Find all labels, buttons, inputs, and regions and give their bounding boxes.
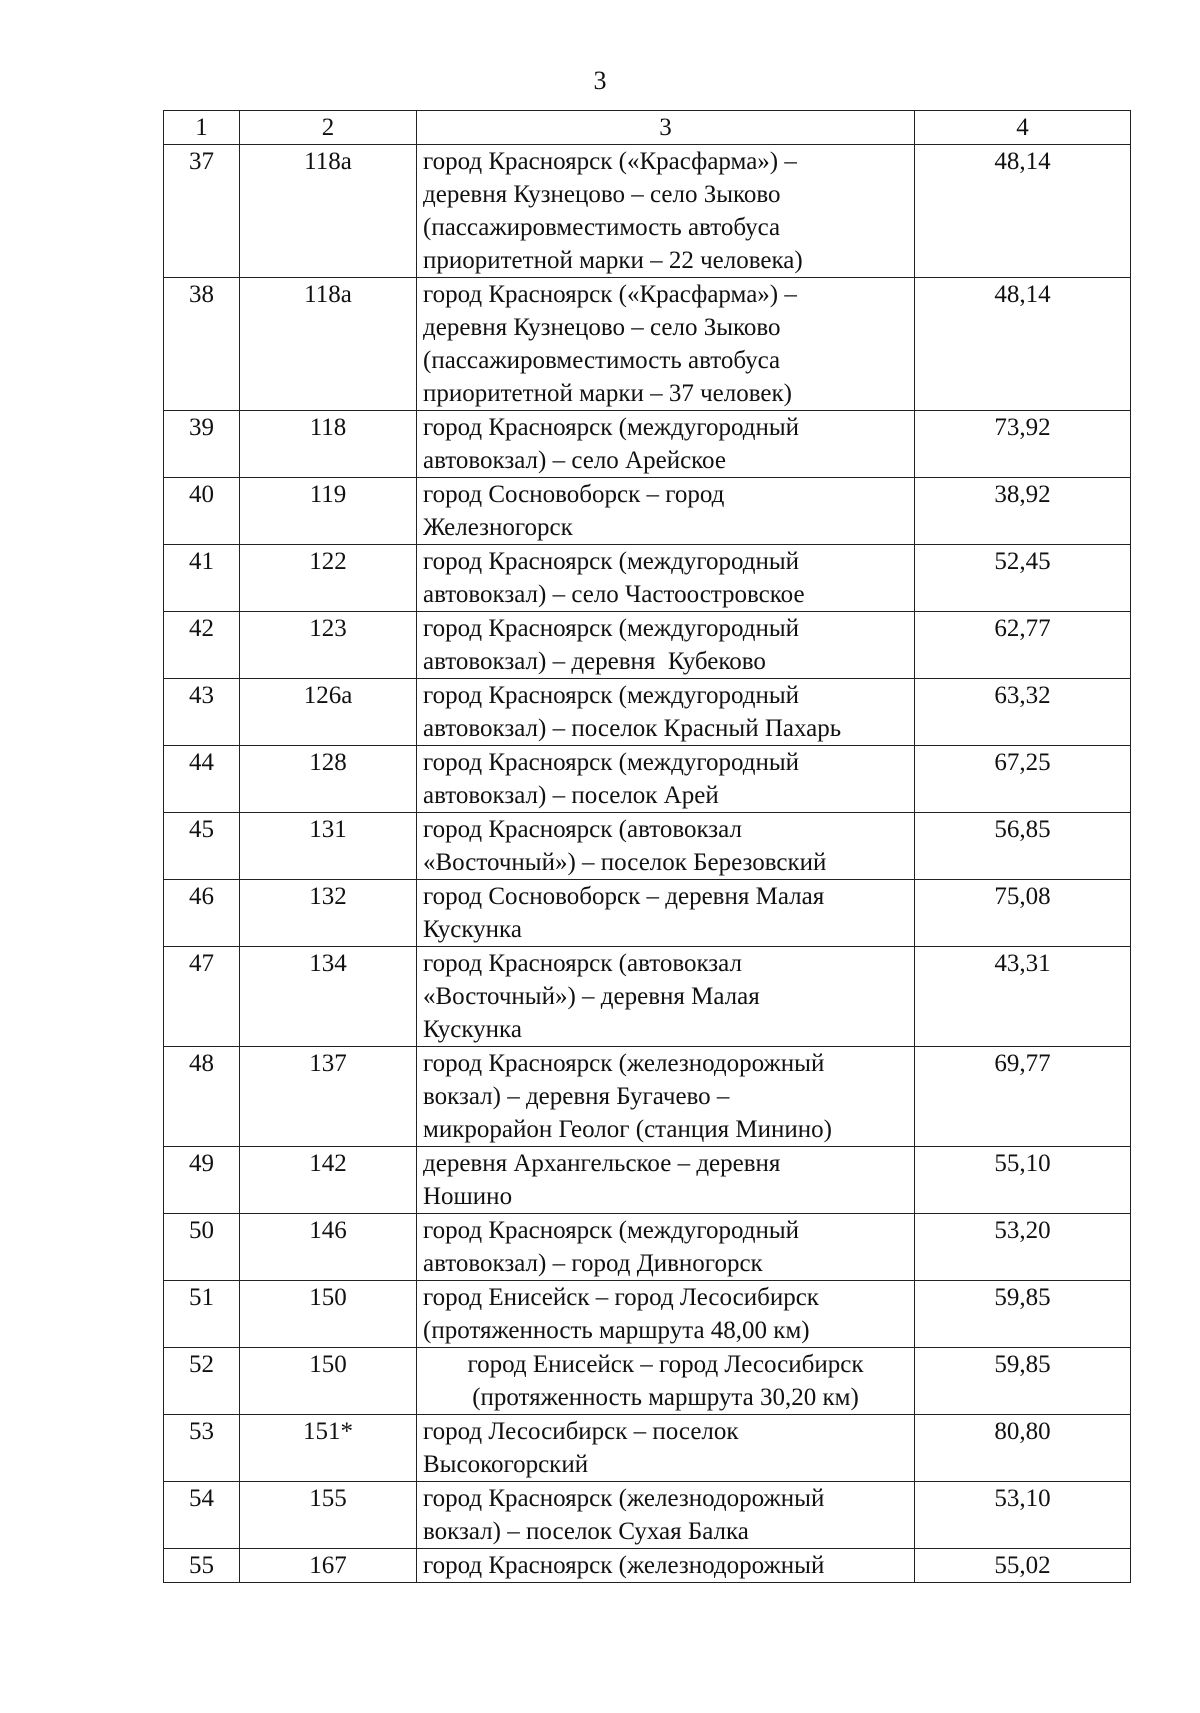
route-description-line: Железногорск <box>423 514 573 541</box>
route-description-line: город Красноярск (междугородный <box>423 548 800 575</box>
row-number-cell: 47 <box>164 947 240 1047</box>
table-row <box>164 545 1131 612</box>
row-number-cell: 43 <box>164 679 240 746</box>
route-description-cell <box>417 947 915 1047</box>
row-number-cell: 39 <box>164 411 240 478</box>
route-description-line: город Сосновоборск – город <box>423 481 725 508</box>
route-description-cell <box>417 1348 915 1415</box>
route-description-line: автовокзал) – село Частоостровское <box>423 581 805 608</box>
route-description-cell <box>417 278 915 411</box>
route-description-cell <box>417 1281 915 1348</box>
route-description-line: «Восточный») – деревня Малая <box>423 983 760 1010</box>
route-description-line: город Красноярск («Красфарма») – <box>423 281 797 308</box>
route-number-cell: 150 <box>240 1348 417 1415</box>
route-description-line: автовокзал) – деревня Кубеково <box>423 648 766 675</box>
route-description-line: деревня Кузнецово – село Зыково <box>423 314 781 341</box>
route-description-cell <box>417 545 915 612</box>
page-number: 3 <box>593 66 607 95</box>
table-row <box>164 1047 1131 1147</box>
route-description-cell <box>417 612 915 679</box>
route-description-cell <box>417 1549 915 1583</box>
route-number-cell: 167 <box>240 1549 417 1583</box>
route-description-line: город Лесосибирск – поселок <box>423 1418 739 1445</box>
fare-cell: 43,31 <box>915 947 1131 1047</box>
row-number-cell: 42 <box>164 612 240 679</box>
route-description-line: деревня Кузнецово – село Зыково <box>423 181 781 208</box>
route-description-line: город Енисейск – город Лесосибирск <box>423 1284 819 1311</box>
route-description-cell <box>417 145 915 278</box>
table-row <box>164 478 1131 545</box>
table-row <box>164 746 1131 813</box>
route-number-cell: 118 <box>240 411 417 478</box>
route-description-line: город Красноярск (железнодорожный <box>423 1552 825 1579</box>
route-description-cell <box>417 880 915 947</box>
route-description-cell <box>417 1214 915 1281</box>
row-number-cell: 53 <box>164 1415 240 1482</box>
table-row <box>164 145 1131 278</box>
table-row <box>164 1281 1131 1348</box>
route-description-line: (пассажировместимость автобуса <box>423 347 781 374</box>
row-number-cell: 46 <box>164 880 240 947</box>
table-row <box>164 612 1131 679</box>
route-description-line: автовокзал) – город Дивногорск <box>423 1250 763 1277</box>
route-description-line: вокзал) – деревня Бугачево – <box>423 1083 730 1110</box>
row-number-cell: 37 <box>164 145 240 278</box>
row-number-cell: 41 <box>164 545 240 612</box>
route-number-cell: 134 <box>240 947 417 1047</box>
route-description-line: (протяженность маршрута 48,00 км) <box>423 1317 810 1344</box>
table-row <box>164 1147 1131 1214</box>
route-description-line: город Красноярск (междугородный <box>423 1217 800 1244</box>
fare-cell: 53,10 <box>915 1482 1131 1549</box>
header-cell-4: 4 <box>915 111 1131 145</box>
route-number-cell: 119 <box>240 478 417 545</box>
header-cell-1: 1 <box>164 111 240 145</box>
fare-cell: 63,32 <box>915 679 1131 746</box>
route-description-cell <box>417 1482 915 1549</box>
table-row <box>164 1348 1131 1415</box>
route-description-line: микрорайон Геолог (станция Минино) <box>423 1116 832 1143</box>
route-description-line: город Красноярск (железнодорожный <box>423 1485 825 1512</box>
route-number-cell: 128 <box>240 746 417 813</box>
route-description-line: вокзал) – поселок Сухая Балка <box>423 1518 749 1545</box>
table-row <box>164 278 1131 411</box>
route-description-line: город Енисейск – город Лесосибирск <box>467 1351 864 1378</box>
fare-cell: 53,20 <box>915 1214 1131 1281</box>
route-number-cell: 118а <box>240 145 417 278</box>
route-description-line: Высокогорский <box>423 1451 589 1478</box>
table-row <box>164 411 1131 478</box>
route-description-line: приоритетной марки – 37 человек) <box>423 380 792 407</box>
route-description-line: город Красноярск («Красфарма») – <box>423 148 797 175</box>
table-row <box>164 679 1131 746</box>
row-number-cell: 54 <box>164 1482 240 1549</box>
table-row <box>164 1549 1131 1583</box>
route-number-cell: 137 <box>240 1047 417 1147</box>
fare-cell: 48,14 <box>915 145 1131 278</box>
route-description-line: деревня Архангельское – деревня <box>423 1150 781 1177</box>
route-description-line: Кускунка <box>423 1016 522 1043</box>
route-number-cell: 132 <box>240 880 417 947</box>
route-number-cell: 146 <box>240 1214 417 1281</box>
route-description-line: город Красноярск (междугородный <box>423 682 800 709</box>
row-number-cell: 48 <box>164 1047 240 1147</box>
route-description-line: город Красноярск (междугородный <box>423 749 800 776</box>
fare-cell: 67,25 <box>915 746 1131 813</box>
row-number-cell: 49 <box>164 1147 240 1214</box>
route-number-cell: 150 <box>240 1281 417 1348</box>
route-number-cell: 142 <box>240 1147 417 1214</box>
header-cell-2: 2 <box>240 111 417 145</box>
route-description-line: Кускунка <box>423 916 522 943</box>
header-cell-3: 3 <box>417 111 915 145</box>
row-number-cell: 52 <box>164 1348 240 1415</box>
route-description-line: город Красноярск (междугородный <box>423 615 800 642</box>
route-number-cell: 118а <box>240 278 417 411</box>
fare-cell: 48,14 <box>915 278 1131 411</box>
fare-cell: 38,92 <box>915 478 1131 545</box>
fare-cell: 55,10 <box>915 1147 1131 1214</box>
route-number-cell: 151* <box>240 1415 417 1482</box>
route-description-line: автовокзал) – поселок Красный Пахарь <box>423 715 842 742</box>
route-description-cell <box>417 411 915 478</box>
route-description-line: город Красноярск (железнодорожный <box>423 1050 825 1077</box>
table-row <box>164 947 1131 1047</box>
route-description-line: автовокзал) – село Арейское <box>423 447 726 474</box>
fare-cell: 56,85 <box>915 813 1131 880</box>
route-description-cell <box>417 1047 915 1147</box>
route-number-cell: 131 <box>240 813 417 880</box>
fare-cell: 69,77 <box>915 1047 1131 1147</box>
route-description-line: город Красноярск (автовокзал <box>423 950 742 977</box>
fare-cell: 62,77 <box>915 612 1131 679</box>
table-row <box>164 1482 1131 1549</box>
route-description-line: (пассажировместимость автобуса <box>423 214 781 241</box>
route-description-cell <box>417 746 915 813</box>
fare-cell: 73,92 <box>915 411 1131 478</box>
fare-cell: 59,85 <box>915 1281 1131 1348</box>
route-number-cell: 126а <box>240 679 417 746</box>
fare-cell: 75,08 <box>915 880 1131 947</box>
route-number-cell: 122 <box>240 545 417 612</box>
route-description-line: Ношино <box>423 1183 513 1210</box>
table-row <box>164 1415 1131 1482</box>
route-description-line: приоритетной марки – 22 человека) <box>423 247 803 274</box>
fare-cell: 80,80 <box>915 1415 1131 1482</box>
route-description-cell <box>417 679 915 746</box>
row-number-cell: 40 <box>164 478 240 545</box>
table-row <box>164 813 1131 880</box>
route-description-cell <box>417 1147 915 1214</box>
route-description-cell <box>417 813 915 880</box>
fare-cell: 55,02 <box>915 1549 1131 1583</box>
route-fare-table <box>163 110 1131 1583</box>
route-description-line: «Восточный») – поселок Березовский <box>423 849 827 876</box>
route-number-cell: 123 <box>240 612 417 679</box>
fare-cell: 52,45 <box>915 545 1131 612</box>
route-description-line: город Красноярск (автовокзал <box>423 816 742 843</box>
table-row <box>164 1214 1131 1281</box>
row-number-cell: 50 <box>164 1214 240 1281</box>
route-description-line: город Сосновоборск – деревня Малая <box>423 883 825 910</box>
route-description-line: город Красноярск (междугородный <box>423 414 800 441</box>
route-description-line: (протяженность маршрута 30,20 км) <box>472 1384 859 1411</box>
row-number-cell: 44 <box>164 746 240 813</box>
table-header-row <box>164 111 1131 145</box>
fare-cell: 59,85 <box>915 1348 1131 1415</box>
route-description-cell <box>417 478 915 545</box>
table-row <box>164 880 1131 947</box>
row-number-cell: 51 <box>164 1281 240 1348</box>
route-description-cell <box>417 1415 915 1482</box>
route-description-line: автовокзал) – поселок Арей <box>423 782 719 809</box>
row-number-cell: 45 <box>164 813 240 880</box>
row-number-cell: 38 <box>164 278 240 411</box>
route-number-cell: 155 <box>240 1482 417 1549</box>
row-number-cell: 55 <box>164 1549 240 1583</box>
